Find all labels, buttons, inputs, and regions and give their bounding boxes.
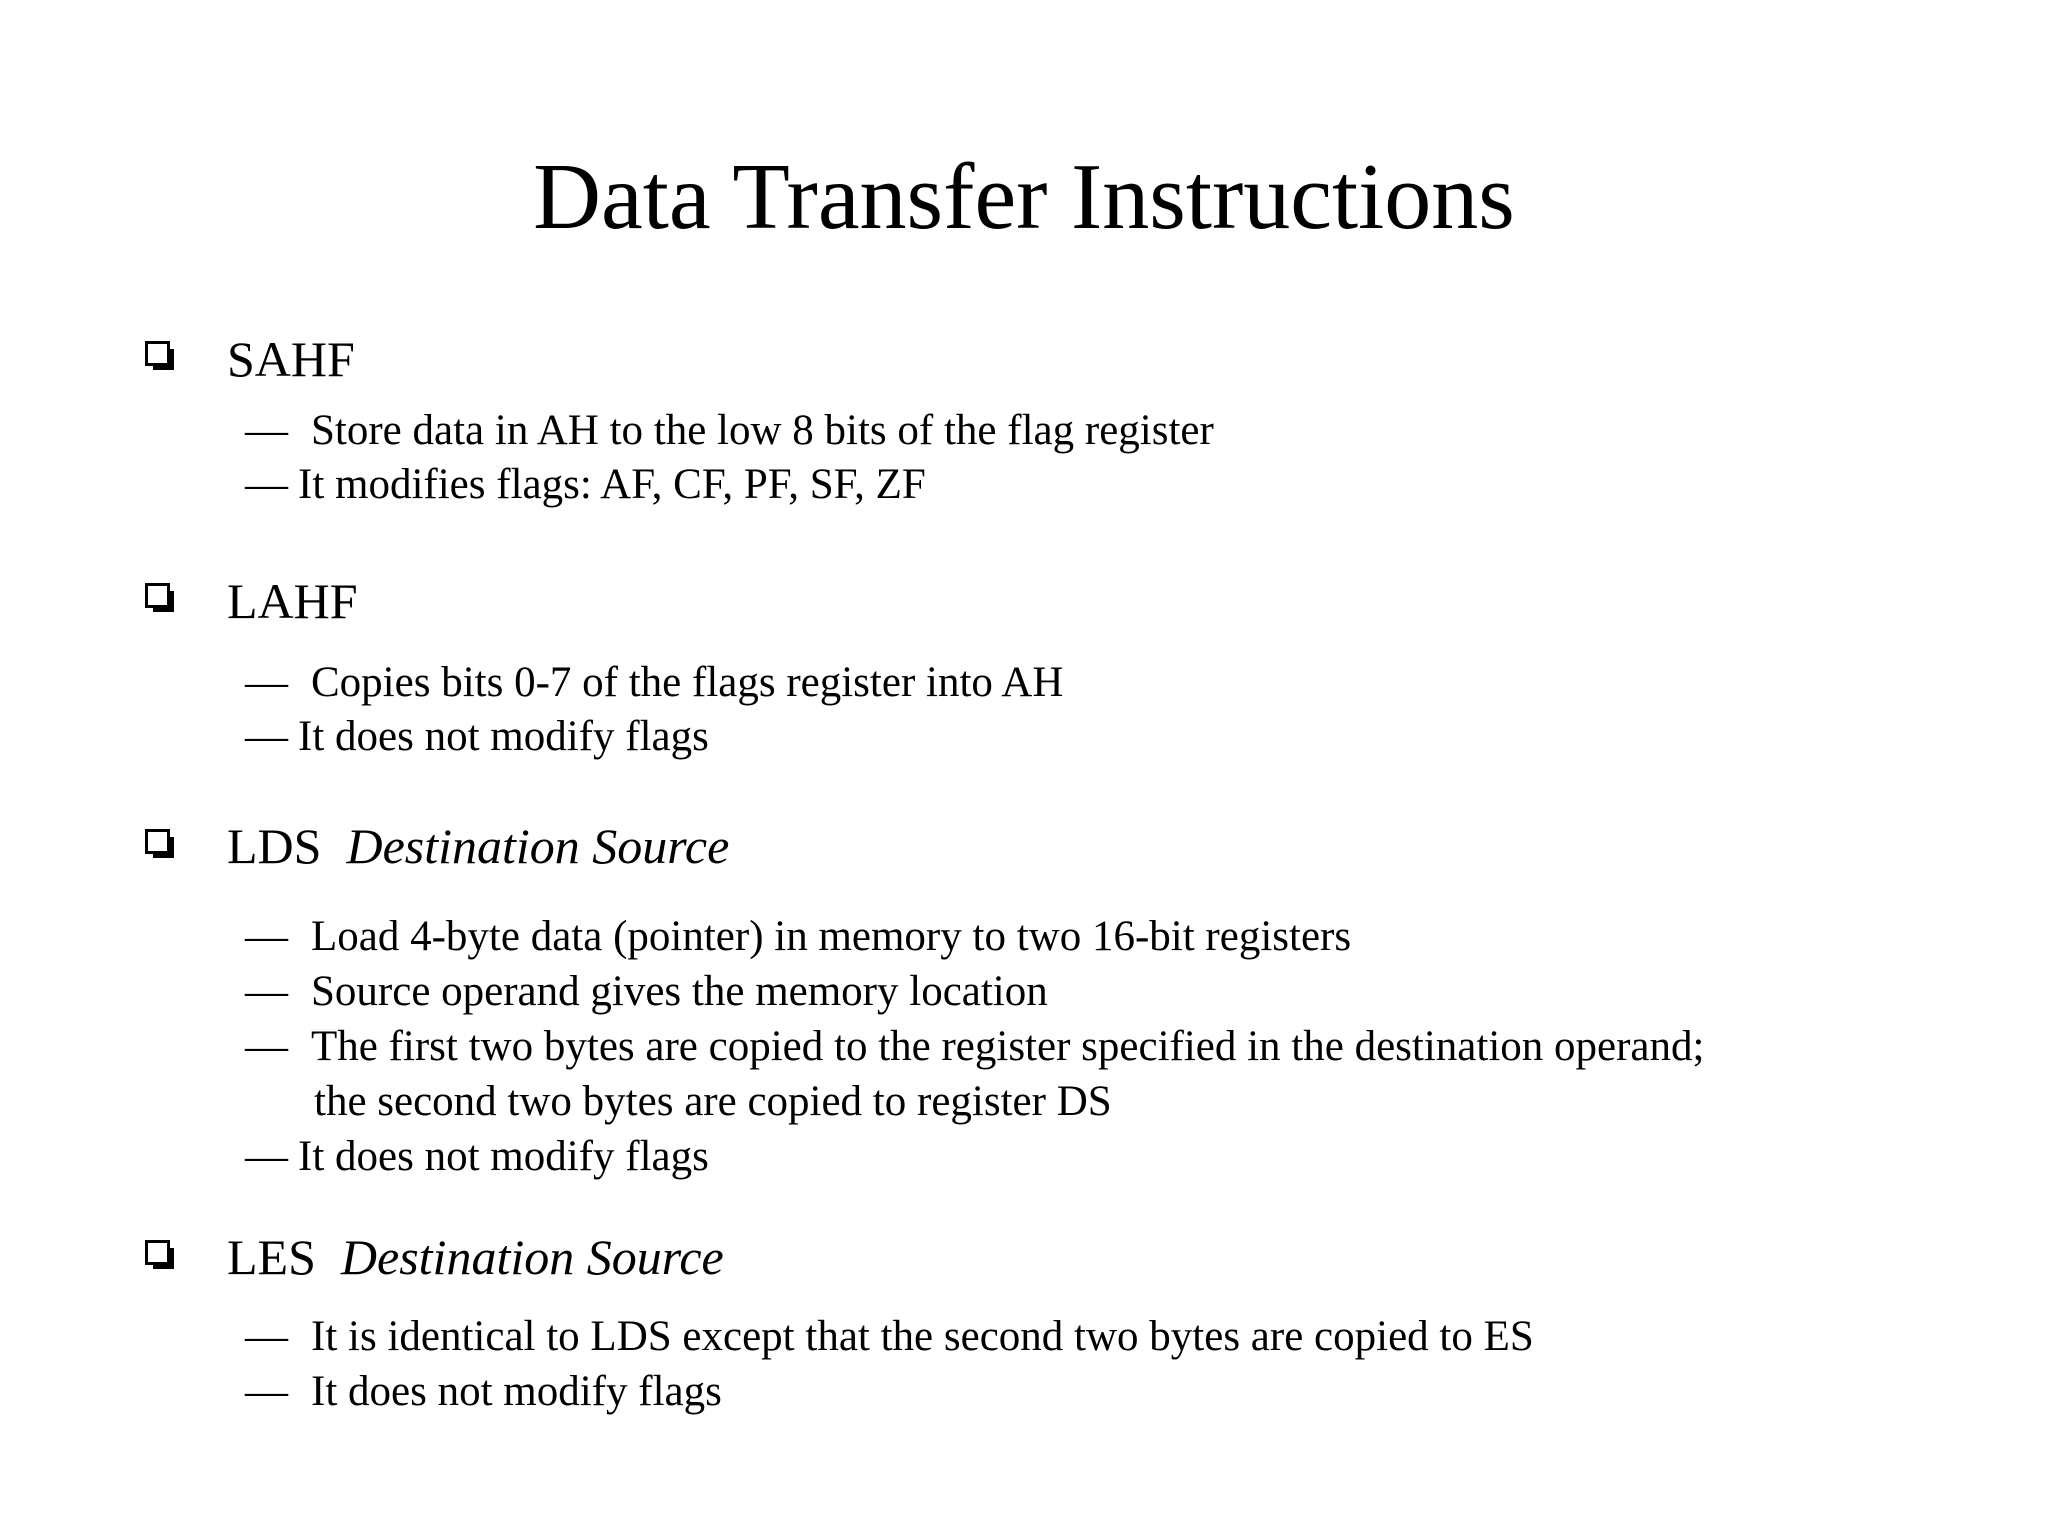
detail-text: It does not modify flags (298, 1133, 709, 1180)
instruction-heading-les (227, 1229, 724, 1285)
dash-marker: — (245, 1023, 288, 1070)
dash-marker: — (245, 407, 288, 454)
detail-line (245, 1135, 709, 1178)
dash-marker: — (245, 659, 288, 706)
instruction-name: SAHF (227, 331, 355, 387)
instruction-name: LDS (227, 818, 322, 874)
detail-line (245, 409, 1214, 452)
dash-marker: — (245, 913, 288, 960)
slide-title: Data Transfer Instructions (533, 145, 1515, 249)
dash-marker: — (245, 1133, 288, 1180)
detail-line (245, 1025, 1704, 1068)
instruction-operands: Destination Source (346, 818, 730, 874)
checkbox-bullet-icon (145, 1240, 175, 1270)
checkbox-bullet-icon (145, 829, 175, 859)
detail-text: It does not modify flags (311, 1368, 722, 1415)
detail-line (245, 970, 1048, 1013)
detail-continuation: the second two bytes are copied to register DS (314, 1078, 1112, 1125)
detail-text: It is identical to LDS except that the second two bytes are copied to ES (311, 1313, 1534, 1360)
instruction-name: LES (227, 1229, 316, 1285)
detail-text: It does not modify flags (298, 713, 709, 760)
detail-line (245, 463, 926, 506)
detail-line (245, 1315, 1534, 1358)
detail-line (245, 1370, 722, 1413)
dash-marker: — (245, 1368, 288, 1415)
instruction-name: LAHF (227, 573, 358, 629)
instruction-heading-sahf (227, 331, 355, 387)
checkbox-bullet-icon (145, 583, 175, 613)
instruction-operands: Destination Source (340, 1229, 724, 1285)
dash-marker: — (245, 1313, 288, 1360)
dash-marker: — (245, 713, 288, 760)
detail-text: Load 4-byte data (pointer) in memory to two 16-bit registers (311, 913, 1352, 960)
detail-line (245, 661, 1063, 704)
detail-line (245, 715, 709, 758)
detail-line (245, 915, 1351, 958)
detail-text: Store data in AH to the low 8 bits of the flag register (311, 407, 1214, 454)
instruction-heading-lds (227, 818, 730, 874)
instruction-heading-lahf (227, 573, 358, 629)
detail-text: The first two bytes are copied to the register specified in the destination operand; (311, 1023, 1705, 1070)
dash-marker: — (245, 968, 288, 1015)
detail-text: Source operand gives the memory location (311, 968, 1048, 1015)
detail-text: Copies bits 0-7 of the flags register into AH (311, 659, 1064, 706)
detail-text: It modifies flags: AF, CF, PF, SF, ZF (298, 461, 926, 508)
dash-marker: — (245, 461, 288, 508)
checkbox-bullet-icon (145, 341, 175, 371)
